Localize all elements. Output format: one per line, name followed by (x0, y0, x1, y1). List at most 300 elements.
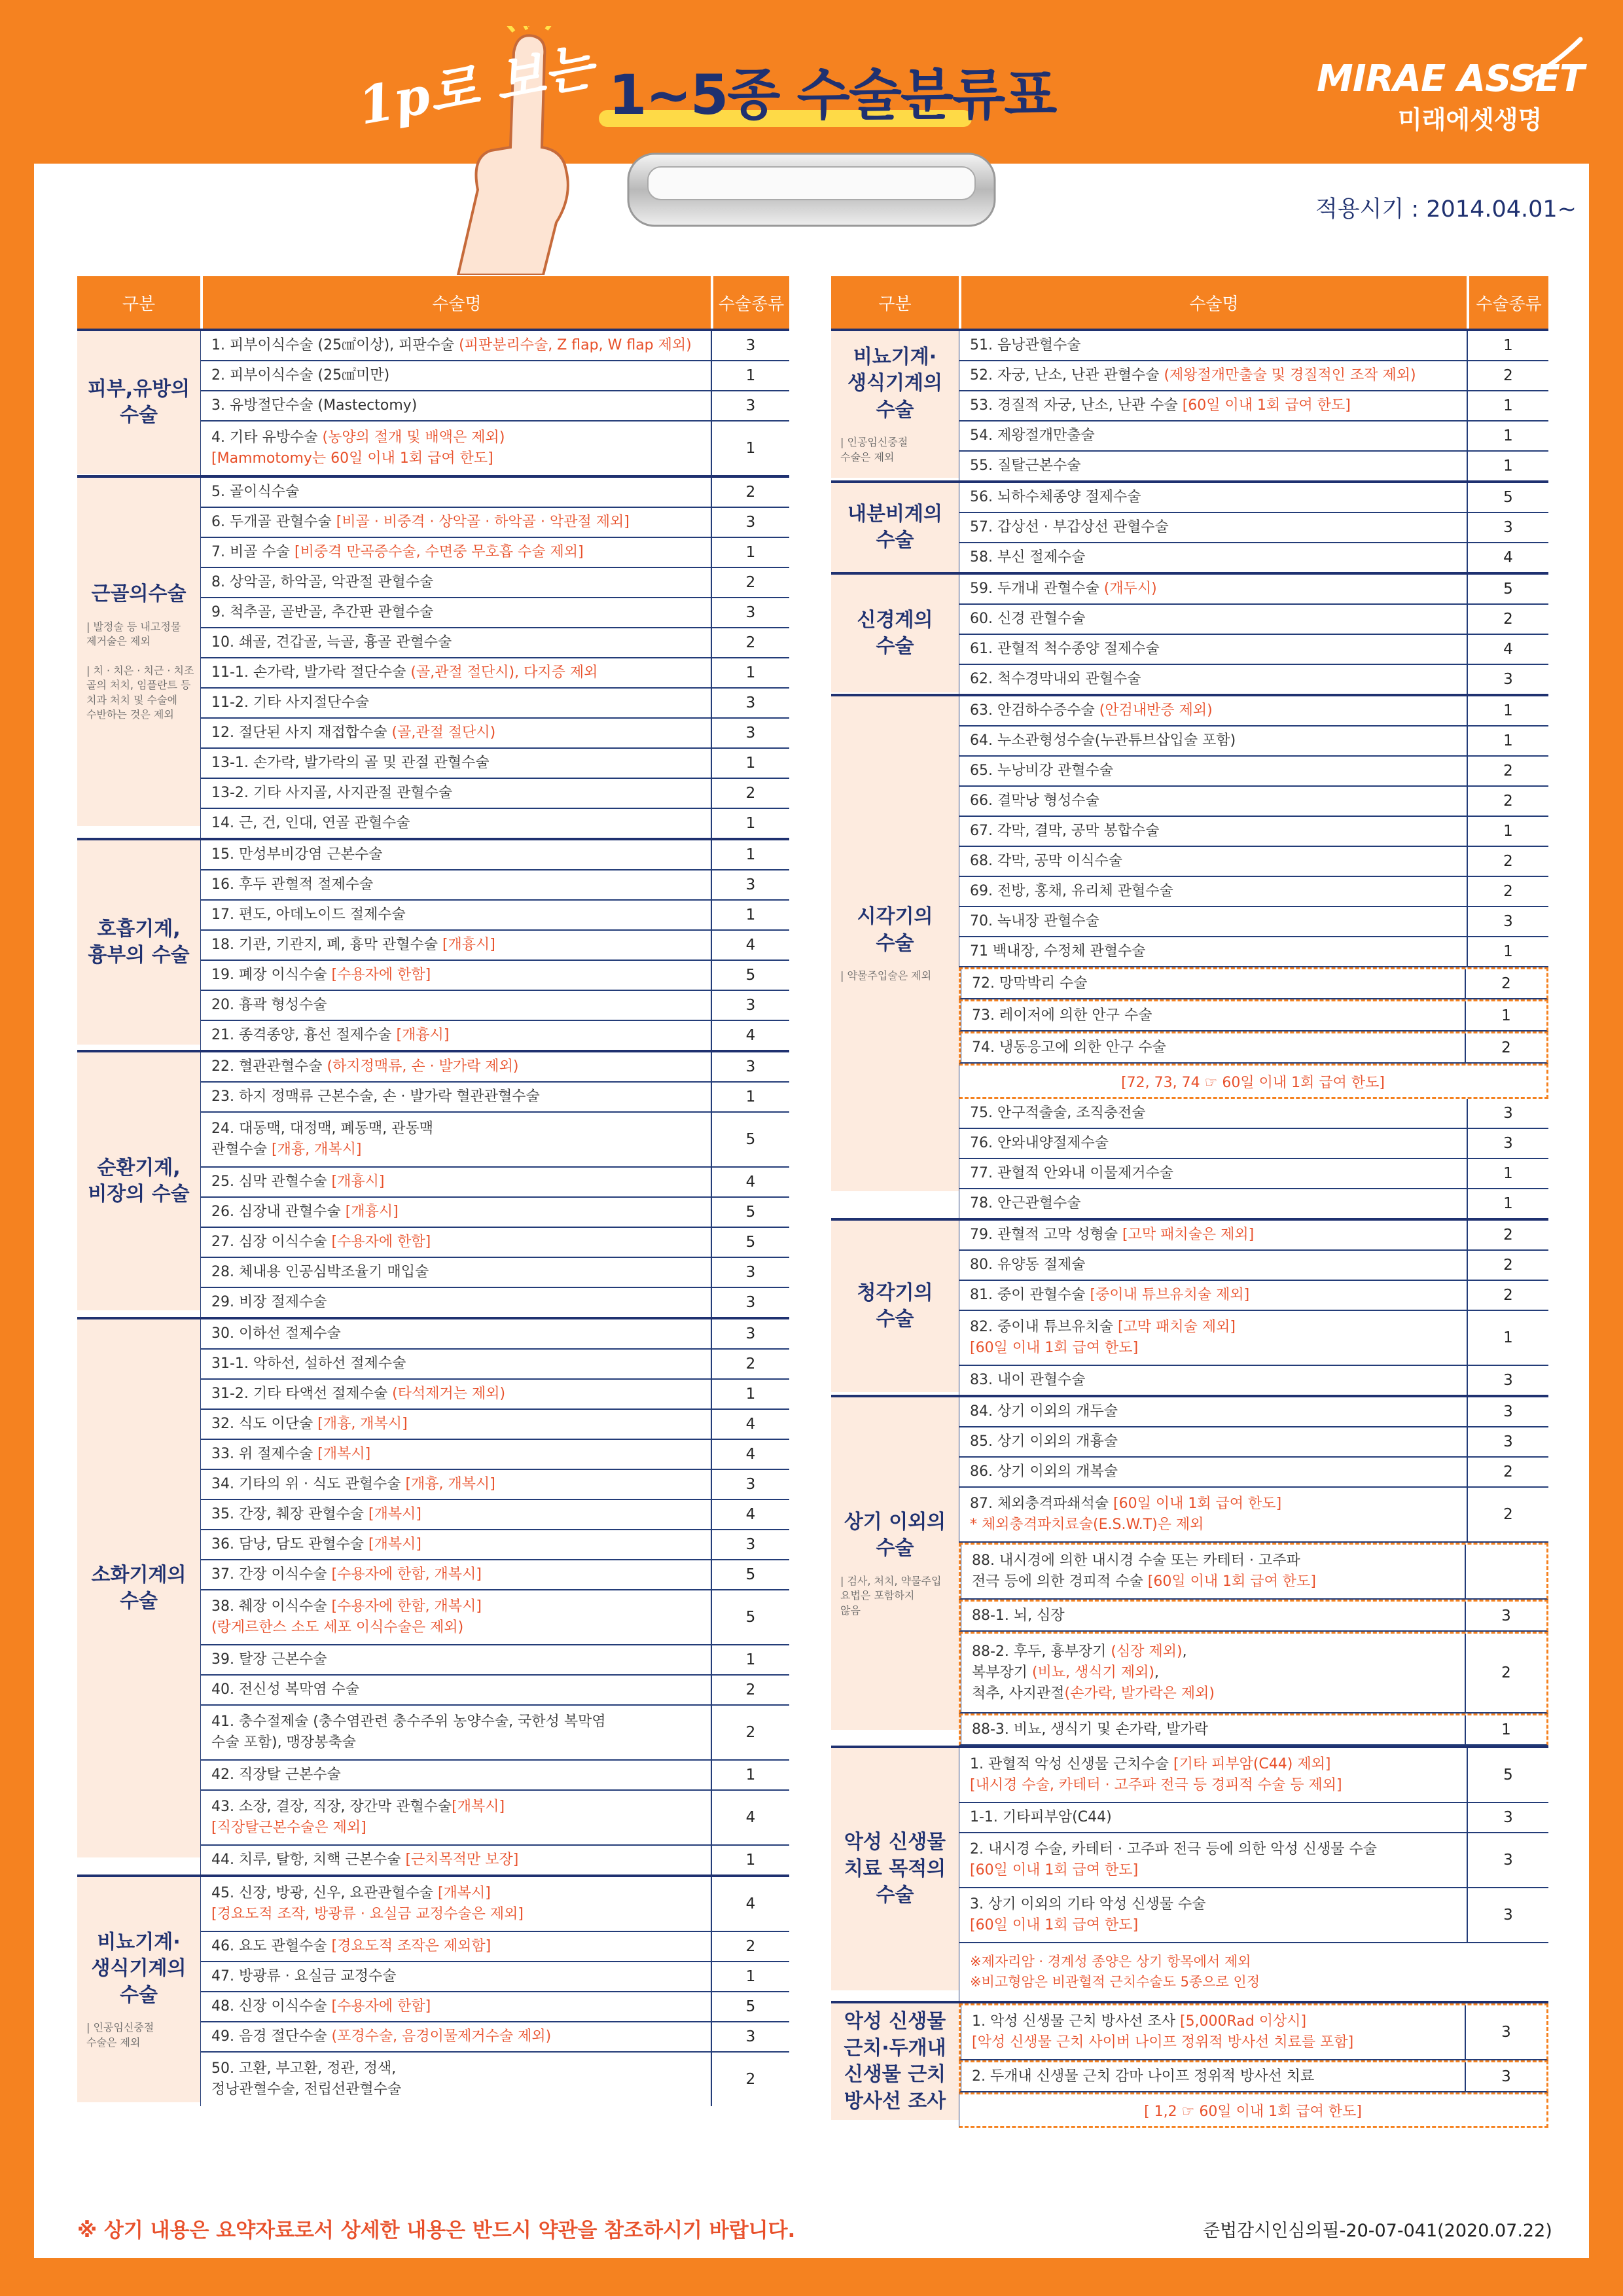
surgery-name (200, 1761, 711, 1789)
category-rows (200, 329, 789, 475)
surgery-text: 41. 충수절제술 (충수염관련 충수주위 농양수술, 국한성 복막염 수술 포함), 맹장봉축술 (211, 1713, 606, 1751)
category-cell (77, 1874, 200, 2102)
surgery-name (200, 719, 711, 747)
category-name: 시각기의 수술 (857, 905, 933, 955)
surgery-text: 71 백내장, 수정체 관혈수술 (970, 943, 1146, 960)
surgery-text: 1. 악성 신생물 근치 방사선 조사 (972, 2013, 1180, 2030)
table-row (200, 391, 789, 422)
surgery-text: 48. 신장 이식수술 (211, 1998, 332, 2015)
surgery-name (200, 1877, 711, 1931)
surgery-grade: 3 (1467, 1129, 1548, 1158)
table-row (959, 1366, 1548, 1395)
table-row (200, 2022, 789, 2053)
surgery-name (959, 1099, 1467, 1128)
surgery-name (200, 1590, 711, 1644)
surgery-grade: 1 (711, 1645, 789, 1674)
surgery-grade: 4 (711, 1168, 789, 1196)
surgery-name (961, 1634, 1465, 1712)
surgery-condition: (피판분리수술, Z flap, W flap 제외) (459, 337, 692, 354)
surgery-grade: 3 (1467, 1803, 1548, 1832)
table-row (200, 1530, 789, 1560)
surgery-text: 27. 심장 이식수술 (211, 1234, 332, 1251)
table-row (200, 1992, 789, 2022)
surgery-grade: 3 (711, 2022, 789, 2051)
left-classification-table (77, 276, 789, 2106)
surgery-grade: 3 (711, 331, 789, 360)
surgery-name (200, 1470, 711, 1499)
surgery-text: 57. 갑상선 · 부갑상선 관혈수술 (970, 519, 1169, 536)
category-name: 호흡기계, 흉부의 수술 (88, 917, 190, 967)
surgery-name (961, 2062, 1465, 2091)
surgery-name (200, 840, 711, 869)
table-row (200, 478, 789, 508)
surgery-text: 12. 절단된 사지 재접합수술 (211, 725, 392, 742)
surgery-text: 1. 피부이식수술 (25㎠이상), 피판수술 (211, 337, 459, 354)
category-rows (959, 480, 1548, 572)
category-name: 청각기의 수술 (857, 1281, 933, 1331)
surgery-grade: 3 (1467, 907, 1548, 936)
table-row (200, 1560, 789, 1590)
surgery-grade: 4 (711, 1021, 789, 1050)
surgery-grade: 5 (711, 1560, 789, 1589)
header-slogan: 1p로 보는 (353, 37, 598, 137)
surgery-text: , 척추, 사지관절 (972, 1664, 1159, 1702)
surgery-condition: [수용자에 한함] (331, 967, 431, 984)
table-row (200, 1083, 789, 1113)
surgery-grade: 1 (1467, 1189, 1548, 1218)
surgery-name (200, 1846, 711, 1874)
category-cell (77, 1050, 200, 1310)
surgery-grade: 2 (1467, 605, 1548, 634)
surgery-text: 5. 골이식수술 (211, 484, 300, 501)
table-row (959, 967, 1548, 999)
table-row (959, 1833, 1548, 1888)
table-row (200, 1761, 789, 1791)
surgery-name (959, 1803, 1467, 1832)
surgery-grade: 3 (1467, 1366, 1548, 1395)
surgery-text: 39. 탈장 근본수술 (211, 1651, 327, 1668)
surgery-text: 88-1. 뇌, 심장 (972, 1607, 1065, 1624)
category-name: 내분비계의 수술 (847, 502, 942, 552)
table-row (200, 1791, 789, 1846)
table-row (200, 598, 789, 628)
surgery-text: 35. 간장, 췌장 관혈수술 (211, 1506, 368, 1523)
table-row (200, 1470, 789, 1500)
surgery-condition: (하지정맥류, 손 · 발가락 제외) (327, 1058, 519, 1075)
surgery-name (961, 1602, 1465, 1630)
table-row (200, 840, 789, 870)
surgery-name (200, 1791, 711, 1844)
table-row (200, 719, 789, 749)
surgery-text: 23. 하지 정맥류 근본수술, 손 · 발가락 혈관관혈수술 (211, 1088, 540, 1105)
surgery-name (200, 1083, 711, 1111)
surgery-name (200, 1992, 711, 2021)
surgery-text: 78. 안근관혈수술 (970, 1195, 1081, 1212)
surgery-text: 4. 기타 유방수술 (211, 429, 323, 446)
table-row (200, 1350, 789, 1380)
surgery-text: 8. 상악골, 하악골, 악관절 관혈수술 (211, 574, 434, 591)
table-row (200, 1440, 789, 1470)
table-row (200, 1228, 789, 1258)
surgery-condition: [개흉시] (442, 937, 495, 954)
surgery-name (959, 1888, 1467, 1942)
surgery-grade: 1 (1467, 422, 1548, 450)
surgery-grade: 1 (711, 1962, 789, 1991)
table-row (959, 422, 1548, 452)
table-row (959, 2003, 1548, 2060)
surgery-text: 46. 요도 관혈수술 (211, 1938, 332, 1955)
surgery-name (959, 1281, 1467, 1310)
brand-swoosh-icon (1525, 36, 1584, 82)
table-row (200, 779, 789, 809)
surgery-grade: 5 (711, 961, 789, 990)
surgery-text: 55. 질탈근본수술 (970, 457, 1081, 475)
surgery-text: 75. 안구적출술, 조직충전술 (970, 1105, 1146, 1122)
surgery-grade: 5 (1467, 575, 1548, 603)
surgery-condition: [개흉, 개복시] (405, 1476, 495, 1493)
category-cell (831, 480, 959, 572)
surgery-grade: 3 (1467, 513, 1548, 542)
surgery-text: 10. 쇄골, 견갑골, 늑골, 흉골 관혈수술 (211, 634, 452, 651)
surgery-grade: 5 (711, 1198, 789, 1227)
limit-note-row: [ 1,2 ☞ 60일 이내 1회 급여 한도] (959, 2092, 1548, 2128)
surgery-name (200, 1319, 711, 1348)
surgery-name (200, 1021, 711, 1050)
surgery-name (200, 991, 711, 1020)
surgery-grade: 2 (1467, 757, 1548, 785)
table-row (200, 1021, 789, 1050)
table-row (200, 1052, 789, 1083)
table-row (959, 757, 1548, 787)
surgery-condition: [개흉시] (396, 1027, 450, 1044)
table-row (959, 635, 1548, 665)
surgery-text: 76. 안와내양절제수술 (970, 1135, 1109, 1152)
surgery-name (959, 1251, 1467, 1280)
surgery-name (200, 1380, 711, 1408)
surgery-text: 32. 식도 이단술 (211, 1416, 318, 1433)
surgery-text: 19. 폐장 이식수술 (211, 967, 332, 984)
surgery-name (959, 907, 1467, 936)
surgery-grade: 3 (1467, 1427, 1548, 1456)
category-name: 악성 신생물 치료 목적의 수술 (844, 1831, 946, 1907)
surgery-text: 3. 유방절단수술 (Mastectomy) (211, 397, 418, 414)
surgery-grade: 1 (711, 840, 789, 869)
surgery-name (200, 1168, 711, 1196)
table-row (959, 1458, 1548, 1488)
table-row (959, 483, 1548, 513)
table-row (959, 907, 1548, 937)
surgery-text: 25. 심막 관혈수술 (211, 1174, 332, 1191)
table-row (200, 2053, 789, 2106)
category-note: | 검사, 처치, 약물주입 요법은 포함하지 않음 (840, 1574, 942, 1617)
category-name: 소화기계의 수술 (91, 1563, 187, 1613)
surgery-condition: [개흉시] (331, 1174, 385, 1191)
surgery-grade: 4 (1467, 543, 1548, 572)
surgery-condition: [기타 피부암(C44) 제외] [내시경 수술, 카테터 · 고주파 전극 등 경피적 수술 등 제외] (970, 1756, 1342, 1793)
surgery-grade: 5 (711, 1590, 789, 1644)
surgery-text: 7. 비골 수술 (211, 544, 294, 561)
surgery-condition: (골,관절 절단시), 다지증 제외 (410, 664, 598, 681)
category-note: | 인공임신중절 수술은 제외 (840, 436, 908, 463)
surgery-condition: [개흉, 개복시] (272, 1141, 362, 1158)
surgery-name (200, 901, 711, 929)
category-name: 악성 신생물 근치·두개내 신생물 근치 방사선 조사 (844, 2010, 946, 2113)
table-row (200, 991, 789, 1021)
surgery-name (959, 757, 1467, 785)
surgery-name (959, 665, 1467, 694)
table-row (200, 1258, 789, 1288)
surgery-grade: 2 (711, 1676, 789, 1704)
table-row (959, 1803, 1548, 1833)
table-row (200, 1590, 789, 1645)
surgery-text: 77. 관혈적 안와내 이물제거수술 (970, 1165, 1173, 1182)
surgery-text: 18. 기관, 기관지, 폐, 흉막 관혈수술 (211, 937, 442, 954)
surgery-text: 84. 상기 이외의 개두술 (970, 1403, 1118, 1420)
surgery-grade: 1 (1467, 331, 1548, 360)
category-cell (77, 475, 200, 826)
table-row (959, 605, 1548, 635)
surgery-name (961, 2005, 1465, 2059)
surgery-text: 2. 내시경 수술, 카테터 · 고주파 전극 등에 의한 악성 신생물 수술 (970, 1841, 1377, 1858)
category-rows (200, 1874, 789, 2106)
table-row (959, 1251, 1548, 1281)
surgery-grade: 2 (1467, 1281, 1548, 1310)
surgery-grade: 1 (1467, 1159, 1548, 1188)
category-rows (200, 1317, 789, 1874)
table-row (200, 658, 789, 689)
table-row (200, 1113, 789, 1168)
table-row (959, 1221, 1548, 1251)
table-row (959, 1031, 1548, 1064)
surgery-name (200, 1500, 711, 1529)
table-row (200, 961, 789, 991)
surgery-grade: 5 (711, 1113, 789, 1166)
surgery-text: 88. 내시경에 의한 내시경 수술 또는 카테터 · 고주파 전극 등에 의한 경피적 수술 (972, 1552, 1300, 1590)
surgery-condition: [60일 이내 1회 급여 한도] (1147, 1573, 1316, 1590)
surgery-text: 88-2. 후두, 흉부장기 (972, 1643, 1111, 1660)
surgery-name (200, 508, 711, 537)
table-row (959, 665, 1548, 694)
table-row (959, 1099, 1548, 1129)
surgery-text: 31-1. 악하선, 설하선 절제수술 (211, 1355, 406, 1372)
surgery-grade: 1 (1467, 696, 1548, 725)
surgery-condition: [5,000Rad 이상시] [악성 신생물 근치 사이버 나이프 정위적 방사선 치료를 포함] (972, 2013, 1354, 2051)
surgery-condition: [비중격 만곡증수술, 수면중 무호흡 수술 제외] (294, 544, 584, 561)
surgery-condition: (골,관절 절단시) (391, 725, 496, 742)
surgery-grade: 3 (711, 508, 789, 537)
surgery-grade: 3 (711, 1052, 789, 1081)
surgery-grade: 2 (1467, 877, 1548, 906)
table-row (959, 1159, 1548, 1189)
table-row (200, 1645, 789, 1676)
surgery-grade: 4 (711, 1877, 789, 1931)
surgery-text: 13-2. 기타 사지골, 사지관절 관혈수술 (211, 785, 453, 802)
surgery-grade: 2 (1465, 969, 1546, 998)
surgery-text: 73. 레이저에 의한 안구 수술 (972, 1007, 1152, 1024)
table-row (959, 726, 1548, 757)
surgery-text: 24. 대동맥, 대정맥, 폐동맥, 관동맥 관혈수술 (211, 1121, 433, 1158)
surgery-text: 49. 음경 절단수술 (211, 2028, 332, 2045)
page-title: 1~5종 수술분류표 (609, 63, 1056, 127)
surgery-grade: 1 (711, 901, 789, 929)
surgery-grade (1465, 1545, 1546, 1598)
surgery-condition: (손가락, 발가락은 제외) (1064, 1685, 1215, 1702)
surgery-text: 42. 직장탈 근본수술 (211, 1767, 341, 1784)
surgery-name (200, 809, 711, 838)
table-row (200, 1877, 789, 1932)
table-row (200, 1319, 789, 1350)
surgery-text: 16. 후두 관혈적 절제수술 (211, 876, 374, 893)
limit-note-row: [72, 73, 74 ☞ 60일 이내 1회 급여 한도] (959, 1064, 1548, 1099)
category-rows (200, 475, 789, 838)
table-row (959, 1748, 1548, 1803)
surgery-grade: 3 (1467, 1888, 1548, 1942)
surgery-name (200, 1052, 711, 1081)
table-row (959, 543, 1548, 572)
surgery-name (959, 391, 1467, 420)
table-row (959, 575, 1548, 605)
surgery-condition: (타석제거는 제외) (392, 1386, 506, 1403)
surgery-name (200, 658, 711, 687)
surgery-text: 53. 경질적 자궁, 난소, 난관 수술 (970, 397, 1183, 414)
surgery-text: 56. 뇌하수체종양 절제수술 (970, 489, 1141, 506)
table-row (200, 1410, 789, 1440)
category-name: 상기 이외의 수술 (844, 1510, 946, 1560)
surgery-name (200, 1198, 711, 1227)
surgery-text: , 복부장기 (972, 1643, 1187, 1681)
surgery-text: 86. 상기 이외의 개복술 (970, 1463, 1118, 1480)
surgery-condition: (농양의 절개 및 배액은 제외) [Mammotomy는 60일 이내 1회 급여 한도] (211, 429, 505, 467)
category-rows (959, 329, 1548, 480)
surgery-grade: 3 (711, 719, 789, 747)
surgery-grade: 1 (711, 1761, 789, 1789)
table-row (200, 1706, 789, 1761)
surgery-name (200, 1258, 711, 1287)
surgery-name (959, 1189, 1467, 1218)
surgery-name (959, 635, 1467, 664)
surgery-name (200, 2022, 711, 2051)
surgery-text: 31-2. 기타 타액선 절제수술 (211, 1386, 393, 1403)
surgery-name (200, 1560, 711, 1589)
surgery-name (200, 689, 711, 717)
surgery-text: 59. 두개내 관혈수술 (970, 581, 1104, 598)
surgery-text: 9. 척추골, 골반골, 추간판 관혈수술 (211, 604, 434, 621)
surgery-text: 38. 췌장 이식수술 (211, 1598, 332, 1615)
surgery-grade: 2 (711, 628, 789, 657)
surgery-text: 60. 신경 관혈수술 (970, 611, 1086, 628)
surgery-text: 68. 각막, 공막 이식수술 (970, 853, 1122, 870)
surgery-grade: 3 (711, 870, 789, 899)
surgery-name (961, 1715, 1465, 1744)
surgery-grade: 3 (1467, 665, 1548, 694)
surgery-grade: 1 (1467, 452, 1548, 480)
surgery-grade: 4 (711, 1500, 789, 1529)
surgery-condition: [근치목적만 보장] (405, 1852, 519, 1869)
surgery-condition: [개흉시] (345, 1204, 399, 1221)
surgery-grade: 2 (711, 779, 789, 808)
surgery-text: 30. 이하선 절제수술 (211, 1325, 341, 1342)
brand-logo-ko: 미래에셋생명 (1398, 105, 1543, 134)
surgery-name (959, 1397, 1467, 1426)
category-note: | 발정술 등 내고정물 제거술은 제외 | 치 · 치은 · 치근 · 치조 골의 처치, 임플란트 등 치과 처치 및 수술에 수반하는 것은 제외 (86, 620, 194, 721)
surgery-name (961, 969, 1465, 998)
surgery-text: 44. 치루, 탈항, 치핵 근본수술 (211, 1852, 406, 1869)
col-header-grade: 수술종류 (1467, 276, 1548, 329)
surgery-name (200, 1288, 711, 1317)
surgery-name (200, 331, 711, 360)
surgery-grade: 2 (1467, 1251, 1548, 1280)
surgery-name (961, 1033, 1465, 1062)
surgery-grade: 5 (711, 1992, 789, 2021)
surgery-name (200, 568, 711, 597)
surgery-text: 45. 신장, 방광, 신우, 요관관혈수술 (211, 1885, 438, 1902)
table-row (200, 1288, 789, 1317)
col-header-surgery: 수술명 (200, 276, 711, 329)
surgery-name (200, 779, 711, 808)
surgery-grade: 2 (1467, 787, 1548, 816)
surgery-condition: [경요도적 조작은 제외함] (331, 1938, 491, 1955)
surgery-condition: [고막 패치술 제외] [60일 이내 1회 급여 한도] (970, 1319, 1236, 1356)
surgery-text: 29. 비장 절제수술 (211, 1294, 327, 1311)
surgery-text: 51. 음낭관혈수술 (970, 337, 1081, 354)
surgery-name (200, 478, 711, 507)
category-cell (77, 1317, 200, 1857)
table-row (959, 696, 1548, 726)
brand-logo-en: MIRAE ASSET (1317, 58, 1584, 100)
table-row (200, 870, 789, 901)
surgery-grade: 1 (711, 422, 789, 475)
surgery-text: 2. 피부이식수술 (25㎠미만) (211, 367, 390, 384)
category-rows (959, 1395, 1548, 1746)
surgery-name (200, 1932, 711, 1961)
surgery-condition: [개복시] [경요도적 조작, 방광류 · 요실금 교정수술은 제외] (211, 1885, 524, 1922)
category-cell (831, 1218, 959, 1392)
surgery-grade: 1 (711, 809, 789, 838)
table-row (200, 1962, 789, 1992)
surgery-text: 11-1. 손가락, 발가락 절단수술 (211, 664, 411, 681)
apply-date: 적용시기 : 2014.04.01~ (1315, 196, 1577, 223)
surgery-condition: [수용자에 한함] (331, 1998, 431, 2015)
col-header-category: 구분 (831, 276, 959, 329)
surgery-grade: 3 (711, 1530, 789, 1559)
footer-notice: ※ 상기 내용은 요약자료로서 상세한 내용은 반드시 약관을 참조하시기 바랍니다. (77, 2219, 796, 2242)
surgery-grade: 3 (711, 991, 789, 1020)
category-note: | 인공임신중절 수술은 제외 (86, 2021, 154, 2049)
surgery-name (959, 1221, 1467, 1249)
surgery-grade: 1 (1467, 817, 1548, 846)
category-rows (959, 1746, 1548, 2001)
surgery-condition: [개복시] (368, 1506, 421, 1523)
surgery-grade: 5 (1467, 483, 1548, 512)
table-row (959, 1888, 1548, 1943)
surgery-name (959, 331, 1467, 360)
surgery-text: 33. 위 절제수술 (211, 1446, 318, 1463)
surgery-text: 65. 누낭비강 관혈수술 (970, 762, 1113, 780)
surgery-grade: 2 (1465, 1634, 1546, 1712)
surgery-condition: [60일 이내 1회 급여 한도] * 체외충격파치료술(E.S.W.T)은 제외 (970, 1496, 1282, 1533)
exclusion-note: ※제자리암 · 경계성 종양은 상기 항목에서 제외 ※비고형암은 비관혈적 근치수술도 5종으로 인정 (959, 1943, 1548, 2001)
table-row (959, 1281, 1548, 1311)
surgery-grade: 1 (711, 1380, 789, 1408)
surgery-grade: 2 (1467, 1488, 1548, 1541)
category-cell (831, 2001, 959, 2120)
table-row (200, 1932, 789, 1962)
surgery-condition: [수용자에 한함, 개복시] (331, 1566, 482, 1583)
category-name: 비뇨기계· 생식기계의 수술 (91, 1930, 187, 2007)
table-row (959, 877, 1548, 907)
surgery-condition: (심장 제외) (1111, 1643, 1183, 1660)
category-cell (77, 838, 200, 1045)
